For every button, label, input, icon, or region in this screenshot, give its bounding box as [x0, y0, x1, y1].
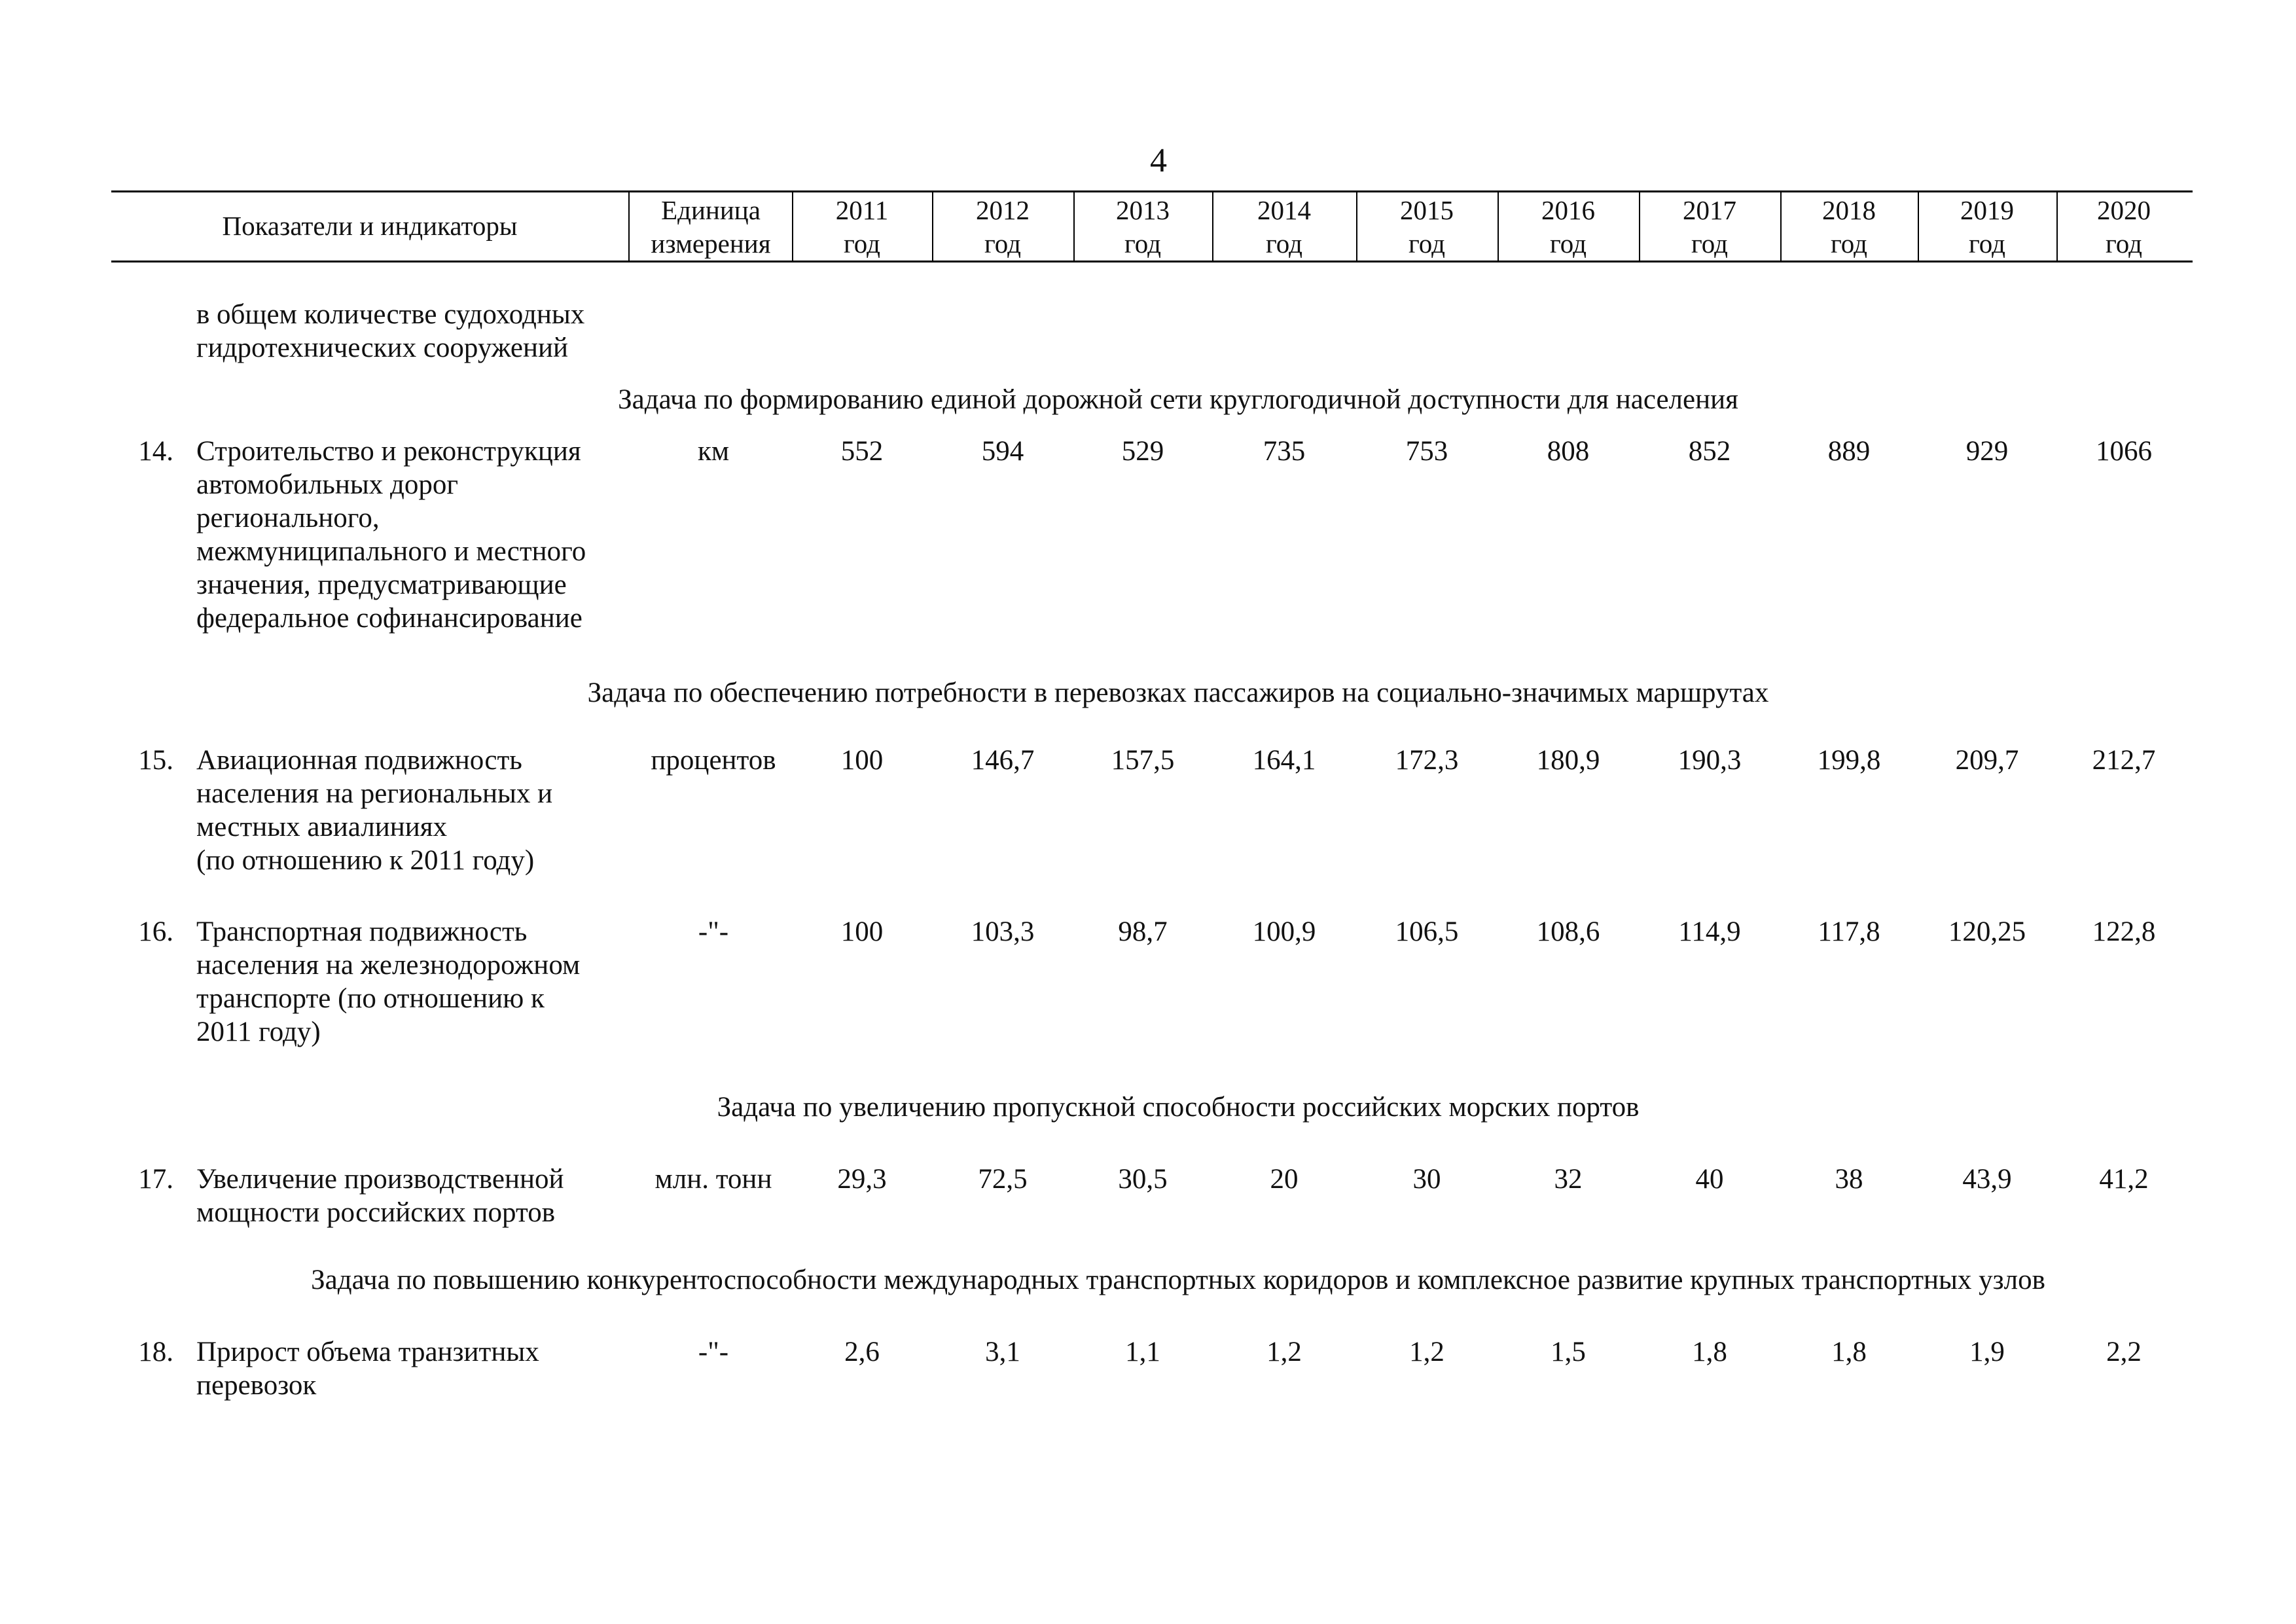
value-cell: 30: [1412, 1164, 1441, 1195]
indicator-name-line: мощности российских портов: [196, 1197, 556, 1228]
value-cell: 209,7: [1955, 745, 2019, 776]
task-heading: Задача по увеличению пропускной способности российских морских портов: [717, 1092, 1640, 1123]
indicator-name-line: Увеличение производственной: [196, 1164, 564, 1195]
unit-cell: км: [697, 436, 730, 467]
value-cell: 29,3: [837, 1164, 887, 1195]
unit-cell: -"-: [698, 916, 729, 947]
value-cell: 157,5: [1111, 745, 1175, 776]
header-year-label: 2014: [1257, 195, 1311, 225]
value-cell: 98,7: [1118, 916, 1168, 947]
value-cell: 164,1: [1252, 745, 1316, 776]
value-cell: 808: [1547, 436, 1590, 467]
indicator-name-line: перевозок: [196, 1370, 317, 1401]
header-year: [797, 194, 927, 261]
header-year-suffix: год: [1969, 228, 2005, 259]
header-unit-line2: измерения: [651, 228, 771, 259]
header-separator: [1498, 192, 1499, 261]
header-year-suffix: год: [1550, 228, 1587, 259]
header-year: [1361, 194, 1492, 261]
value-cell: 114,9: [1678, 916, 1741, 947]
value-cell: 100: [840, 745, 884, 776]
header-year-label: 2012: [976, 195, 1030, 225]
header-separator: [1639, 192, 1640, 261]
value-cell: 38: [1835, 1164, 1863, 1195]
indicator-name-line: Прирост объема транзитных: [196, 1337, 539, 1367]
task-heading: Задача по формированию единой дорожной сети круглогодичной доступности для населения: [618, 384, 1738, 415]
value-cell: 1,8: [1831, 1337, 1867, 1367]
value-cell: 199,8: [1817, 745, 1881, 776]
value-cell: 1,1: [1125, 1337, 1160, 1367]
value-cell: 108,6: [1536, 916, 1600, 947]
header-year-label: 2019: [1960, 195, 2014, 225]
indicator-name-line: (по отношению к 2011 году): [196, 845, 535, 876]
value-cell: 212,7: [2092, 745, 2156, 776]
header-year-suffix: год: [2106, 228, 2142, 259]
header-separator: [1356, 192, 1357, 261]
header-year: [937, 194, 1068, 261]
continuation-line-1: в общем количестве судоходных: [196, 299, 585, 330]
unit-cell: -"-: [698, 1337, 729, 1367]
indicator-name-line: межмуниципального и местного: [196, 536, 586, 567]
value-cell: 32: [1554, 1164, 1583, 1195]
header-year-suffix: год: [844, 228, 880, 259]
header-year: [1503, 194, 1634, 261]
header-separator: [1918, 192, 1919, 261]
value-cell: 122,8: [2092, 916, 2156, 947]
value-cell: 30,5: [1118, 1164, 1168, 1195]
header-year-suffix: год: [1124, 228, 1161, 259]
value-cell: 103,3: [971, 916, 1035, 947]
value-cell: 1,5: [1551, 1337, 1586, 1367]
task-heading: Задача по повышению конкурентоспособности международных транспортных коридоров и комплексное развитие крупных транспортных узлов: [311, 1265, 2045, 1295]
header-year-suffix: год: [1831, 228, 1867, 259]
header-separator: [1073, 192, 1075, 261]
value-cell: 106,5: [1395, 916, 1459, 947]
value-cell: 120,25: [1948, 916, 2026, 947]
value-cell: 529: [1121, 436, 1164, 467]
header-indicator: Показатели и индикаторы: [222, 211, 518, 241]
header-year: [1219, 194, 1350, 261]
header-year: [2058, 194, 2189, 261]
header-separator: [2056, 192, 2058, 261]
indicator-name-line: населения на региональных и: [196, 778, 553, 809]
indicator-name-line: Авиационная подвижность: [196, 745, 522, 776]
continuation-line-2: гидротехнических сооружений: [196, 333, 569, 363]
value-cell: 1,2: [1266, 1337, 1302, 1367]
value-cell: 552: [840, 436, 884, 467]
value-cell: 753: [1405, 436, 1448, 467]
header-year: [1077, 194, 1208, 261]
value-cell: 117,8: [1818, 916, 1880, 947]
indicator-name-line: автомобильных дорог: [196, 469, 459, 500]
header-year: [1922, 194, 2053, 261]
value-cell: 1066: [2096, 436, 2152, 467]
value-cell: 40: [1695, 1164, 1724, 1195]
task-heading: Задача по обеспечению потребности в перевозках пассажиров на социально-значимых маршрутах: [587, 677, 1769, 708]
header-bottom-rule: [111, 261, 2193, 262]
header-year-suffix: год: [1408, 228, 1445, 259]
unit-cell: процентов: [651, 745, 776, 776]
indicator-name-line: федеральное софинансирование: [196, 603, 583, 634]
value-cell: 594: [981, 436, 1024, 467]
value-cell: 172,3: [1395, 745, 1459, 776]
row-number: 15.: [138, 745, 173, 776]
value-cell: 100: [840, 916, 884, 947]
indicator-name-line: 2011 году): [196, 1017, 321, 1047]
row-number: 16.: [138, 916, 173, 947]
header-top-rule: [111, 190, 2193, 192]
indicator-name-line: значения, предусматривающие: [196, 569, 567, 600]
header-separator: [1212, 192, 1213, 261]
value-cell: 889: [1827, 436, 1871, 467]
value-cell: 43,9: [1962, 1164, 2012, 1195]
value-cell: 146,7: [971, 745, 1035, 776]
indicator-name-line: Транспортная подвижность: [196, 916, 528, 947]
value-cell: 190,3: [1677, 745, 1742, 776]
header-separator: [792, 192, 793, 261]
value-cell: 1,2: [1409, 1337, 1444, 1367]
value-cell: 735: [1263, 436, 1306, 467]
header-year-suffix: год: [1691, 228, 1728, 259]
header-unit-line1: Единица: [661, 195, 761, 225]
value-cell: 72,5: [978, 1164, 1028, 1195]
header-year-suffix: год: [1266, 228, 1302, 259]
header-unit: [630, 194, 792, 261]
value-cell: 929: [1965, 436, 2009, 467]
indicator-name-line: транспорте (по отношению к: [196, 983, 545, 1014]
indicator-name-line: населения на железнодорожном: [196, 950, 581, 981]
header-separator: [932, 192, 933, 261]
indicator-name-line: Строительство и реконструкция: [196, 436, 581, 467]
header-year-label: 2018: [1822, 195, 1876, 225]
value-cell: 1,9: [1969, 1337, 2005, 1367]
value-cell: 100,9: [1252, 916, 1316, 947]
value-cell: 41,2: [2099, 1164, 2149, 1195]
header-year-label: 2017: [1683, 195, 1736, 225]
header-year-label: 2013: [1116, 195, 1170, 225]
header-year-suffix: год: [984, 228, 1021, 259]
value-cell: 3,1: [985, 1337, 1020, 1367]
row-number: 18.: [138, 1337, 173, 1367]
value-cell: 1,8: [1692, 1337, 1727, 1367]
value-cell: 180,9: [1536, 745, 1600, 776]
header-year-label: 2015: [1400, 195, 1454, 225]
header-separator: [1780, 192, 1782, 261]
header-year-label: 2011: [835, 195, 889, 225]
row-number: 14.: [138, 436, 173, 467]
unit-cell: млн. тонн: [655, 1164, 772, 1195]
header-year: [1644, 194, 1775, 261]
value-cell: 2,6: [844, 1337, 880, 1367]
value-cell: 852: [1688, 436, 1731, 467]
page-number: 4: [1150, 142, 1167, 179]
header-year: [1784, 194, 1914, 261]
header-year-label: 2020: [2097, 195, 2151, 225]
indicator-name-line: местных авиалиниях: [196, 812, 448, 842]
value-cell: 2,2: [2106, 1337, 2142, 1367]
value-cell: 20: [1270, 1164, 1299, 1195]
indicator-name-line: регионального,: [196, 503, 380, 533]
row-number: 17.: [138, 1164, 173, 1195]
header-year-label: 2016: [1541, 195, 1595, 225]
